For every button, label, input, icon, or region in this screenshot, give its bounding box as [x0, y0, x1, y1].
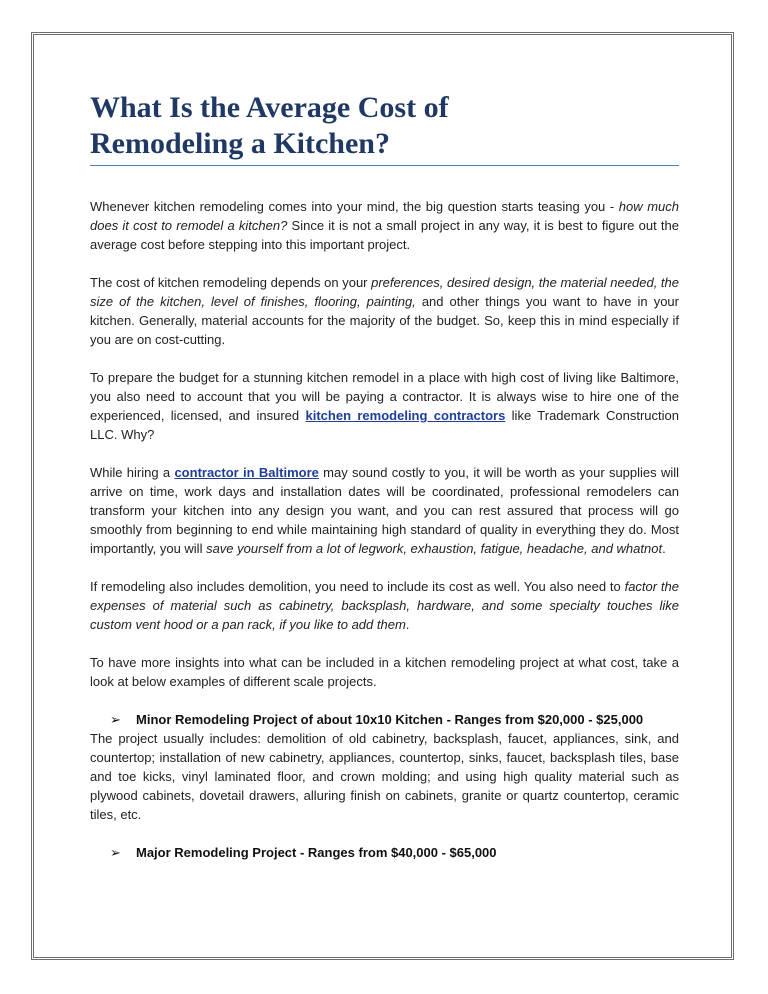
bullet-major-label: Major Remodeling Project - Ranges from $40,000 - $65,000	[136, 845, 497, 860]
p3-text-a: To prepare the budget for a stunning kitchen remodel in a place with high cost of living like Baltimore, you also need to account that you will be paying a contractor. It is always wise to hire one of the experienced, licensed, and insured	[90, 370, 679, 423]
p5-emphasis: factor the expenses of material such as cabinetry, backsplash, hardware, and some specialty touches like custom vent hood or a pan rack, if you like to add them	[90, 579, 679, 632]
contractor-baltimore-link[interactable]: contractor in Baltimore	[174, 465, 319, 480]
bullet-minor-remodel	[90, 710, 679, 729]
p1-emphasis: how much does it cost to remodel a kitchen?	[90, 199, 679, 233]
p5-text-b: .	[405, 617, 410, 632]
p4-emphasis: save yourself from a lot of legwork, exhaustion, fatigue, headache, and whatnot	[206, 541, 663, 556]
paragraph-cost-factors	[90, 273, 679, 349]
kitchen-contractors-link[interactable]: kitchen remodeling contractors	[305, 408, 506, 423]
p3-text-b: like Trademark Construction LLC. Why?	[90, 408, 679, 442]
document-body	[90, 90, 679, 862]
paragraph-insights: To have more insights into what can be included in a kitchen remodeling project at what cost, take a look at below examples of different scale projects.	[90, 655, 679, 689]
p1-text-b: Since it is not a small project in any way, it is best to figure out the average cost before stepping into this important project.	[90, 218, 679, 252]
title-underline	[90, 165, 679, 166]
paragraph-intro	[90, 197, 679, 254]
arrow-bullet-icon: ➢	[110, 845, 121, 860]
p4-text-b: may sound costly to you, it will be worth as your supplies will arrive on time, work days and installation dates will be coordinated, professional remodelers can transform your kitchen into any design you want, and you can rest assured that process will go smoothly from beginning to end while maintaining high standard of quality in everything they do. Most importantly, you will	[90, 465, 680, 556]
p4-text-a: While hiring a	[90, 465, 175, 480]
title-line-1: What Is the Average Cost of	[90, 91, 449, 124]
p2-text-a: The cost of kitchen remodeling depends on your	[90, 275, 372, 290]
paragraph-hiring	[90, 463, 679, 558]
title-line-2: Remodeling a Kitchen?	[90, 127, 390, 160]
arrow-bullet-icon: ➢	[110, 712, 121, 727]
paragraph-budget	[90, 368, 679, 444]
bullet-major-remodel	[90, 843, 679, 862]
page-title	[90, 90, 679, 162]
p2-text-b: and other things you want to have in your kitchen. Generally, material accounts for the majority of the budget. So, keep this in mind especially if you are on cost-cutting.	[90, 294, 679, 347]
paragraph-demolition	[90, 577, 679, 634]
p5-text-a: If remodeling also includes demolition, you need to include its cost as well. You also need to	[90, 579, 625, 594]
p1-text-a: Whenever kitchen remodeling comes into your mind, the big question starts teasing you -	[90, 199, 619, 214]
bullet-minor-label: Minor Remodeling Project of about 10x10 Kitchen - Ranges from $20,000 - $25,000	[136, 712, 644, 727]
p4-text-c: .	[662, 541, 666, 556]
paragraph-minor-details: The project usually includes: demolition of old cabinetry, backsplash, faucet, appliances, sink, and countertop; installation of new cabinetry, appliances, countertop, sinks, faucet, backsplash tiles, base and toe kicks, vinyl laminated floor, and crown molding; and using high quality material such as plywood cabinets, dovetail drawers, alluring finish on cabinets, granite or quartz countertop, ceramic tiles, etc.	[90, 731, 679, 822]
p2-emphasis: preferences, desired design, the material needed, the size of the kitchen, level of finishes, flooring, painting,	[90, 275, 679, 309]
